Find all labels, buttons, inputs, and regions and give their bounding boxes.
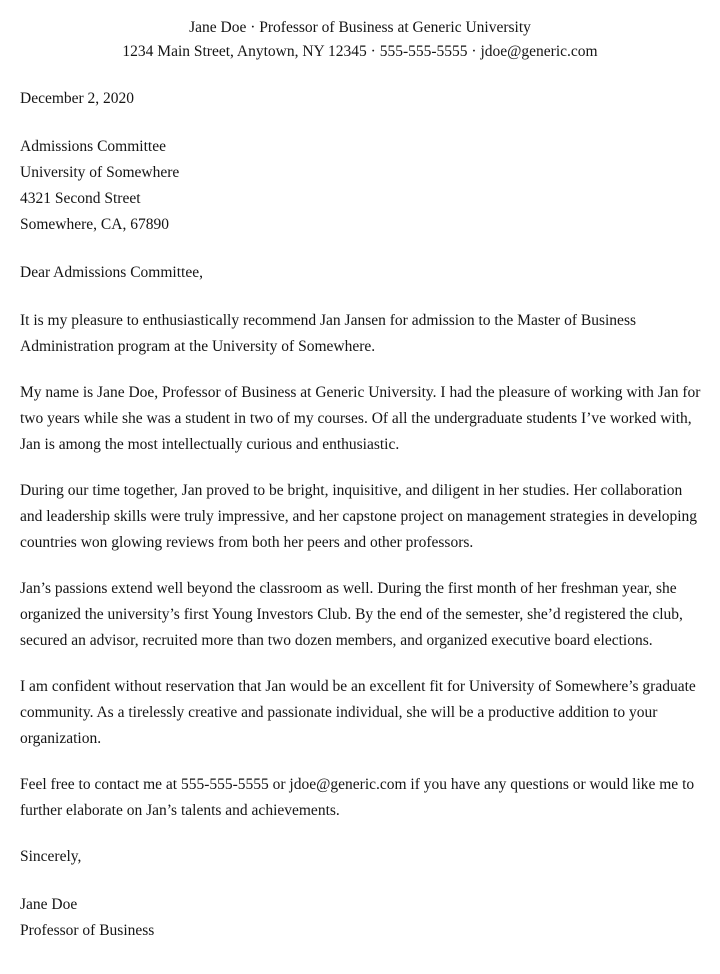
body-paragraph-4: Jan’s passions extend well beyond the classroom as well. During the first month of her freshman year, she organized the university’s first Young Investors Club. By the end of the semester, she’d registered the club, secured an advisor, recruited more than two dozen members, and organized executive board elections.	[20, 580, 683, 649]
recipient-address-block	[20, 134, 702, 238]
signature-block	[20, 892, 702, 944]
recipient-line-3: 4321 Second Street	[20, 190, 141, 207]
letter-date: December 2, 2020	[20, 90, 135, 107]
salutation-text: Dear Admissions Committee,	[20, 264, 203, 281]
letter-date-block	[20, 86, 702, 112]
recipient-line-1: Admissions Committee	[20, 138, 166, 155]
signature-name: Jane Doe	[20, 896, 78, 913]
body-paragraph-2: My name is Jane Doe, Professor of Business at Generic University. I had the pleasure of working with Jan for two years while she was a student in two of my courses. Of all the undergraduate students I’ve worked with, Jan is among the most intellectually curious and enthusiastic.	[20, 384, 701, 453]
letterhead-contact: 1234 Main Street, Anytown, NY 12345 · 555-555-5555 · jdoe@generic.com	[122, 43, 598, 60]
letterhead-name-title: Jane Doe · Professor of Business at Generic University	[189, 19, 531, 36]
letterhead	[0, 0, 720, 64]
body-paragraph-6: Feel free to contact me at 555-555-5555 or jdoe@generic.com if you have any questions or would like me to further elaborate on Jan’s talents and achievements.	[20, 776, 695, 819]
letter-body	[0, 86, 720, 944]
body-paragraph-1: It is my pleasure to enthusiastically recommend Jan Jansen for admission to the Master of Business Administration program at the University of Somewhere.	[20, 312, 637, 355]
salutation-block	[20, 260, 702, 286]
body-paragraph-5: I am confident without reservation that Jan would be an excellent fit for University of Somewhere’s graduate community. As a tirelessly creative and passionate individual, she will be a productive addition to your organization.	[20, 678, 696, 747]
closing-text: Sincerely,	[20, 848, 82, 865]
signature-title: Professor of Business	[20, 922, 155, 939]
recipient-line-4: Somewhere, CA, 67890	[20, 216, 169, 233]
body-paragraph-3: During our time together, Jan proved to be bright, inquisitive, and diligent in her studies. Her collaboration and leadership skills were truly impressive, and her capstone project on management strategies in developing countries won glowing reviews from both her peers and other professors.	[20, 482, 698, 551]
closing-block	[20, 844, 702, 870]
recipient-line-2: University of Somewhere	[20, 164, 180, 181]
